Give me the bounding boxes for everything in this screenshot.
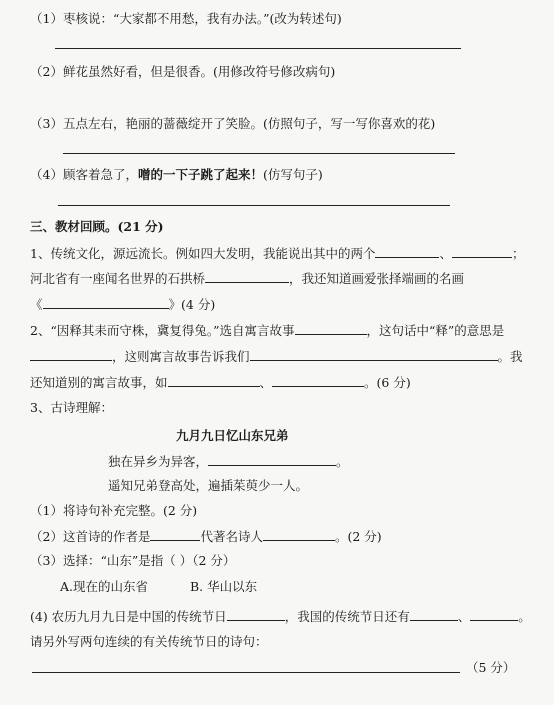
section-3-title: 三、教材回顾。(21 分) (30, 219, 164, 234)
sub-question-2-text-b: 代著名诗人 (200, 529, 263, 544)
question-2 (30, 64, 335, 80)
item-2-separator: 、 (259, 375, 273, 390)
poem-line-1 (108, 453, 349, 470)
sub-question-4-text-b: ，我国的传统节日还有 (284, 609, 410, 624)
item-2-line-1 (30, 322, 504, 339)
answer-line-4[interactable] (58, 205, 450, 206)
item-1-line-2 (30, 270, 464, 287)
item-2-text-a: 2、“因释其耒而守株，冀复得兔。”选自寓言故事 (30, 323, 295, 338)
sub-question-2-blank-1[interactable] (150, 528, 200, 541)
question-2-number: （2） (30, 64, 63, 79)
item-1-end: ； (511, 246, 525, 261)
sub-question-4-end: 。 (518, 609, 531, 624)
sub-question-4 (30, 608, 531, 625)
sub-question-4-line-2: 请另外写两句连续的有关传统节日的诗句： (30, 634, 268, 649)
question-1-number: （1） (30, 11, 63, 26)
item-2-text-b: ，这句话中“释”的意思是 (366, 323, 505, 338)
item-1-separator: 、 (439, 246, 452, 261)
question-4-text-b: 噌的一下子跳了起来！ (137, 167, 263, 182)
answer-line-1[interactable] (55, 48, 461, 49)
question-4 (30, 167, 323, 183)
item-2-line-3 (30, 374, 411, 391)
poem-line-1-end: 。 (336, 454, 349, 469)
sub-question-4-blank-1[interactable] (227, 608, 285, 621)
question-3-number: （3） (30, 116, 63, 131)
item-2-blank-1[interactable] (295, 322, 367, 335)
item-2-blank-4[interactable] (168, 374, 260, 387)
question-2-text: 鲜花虽然好看，但是很香。(用修改符号修改病句) (62, 64, 336, 79)
item-2-text-c-end: 。我 (497, 349, 523, 364)
sub-question-4-separator: 、 (457, 609, 471, 624)
question-1 (30, 11, 342, 27)
item-1-text-a: 1、传统文化，源远流长。例如四大发明，我能说出其中的两个 (30, 246, 376, 261)
sub-question-2-blank-2[interactable] (263, 528, 335, 541)
option-a[interactable]: A.现在的山东省 (60, 579, 149, 594)
poem-blank[interactable] (208, 453, 336, 466)
question-1-text: 枣核说：“大家都不用愁，我有办法。”(改为转述句) (62, 11, 342, 26)
sub-question-1: （1）将诗句补充完整。(2 分) (30, 503, 198, 518)
item-1-bracket-close: 》(4 分) (168, 297, 216, 312)
poem-line-2: 遥知兄弟登高处，遍插茱萸少一人。 (108, 478, 309, 493)
sub-question-2-text-c: 。(2 分) (334, 529, 382, 544)
item-1-blank-2[interactable] (452, 245, 512, 258)
sub-question-3: （3）选择：“山东”是指（ ）（2 分） (30, 553, 236, 568)
poem-title: 九月九日忆山东兄弟 (176, 428, 289, 443)
item-1-text-c: ，我还知道画爱张择端画的名画 (289, 271, 465, 286)
answer-line-3[interactable] (63, 153, 455, 154)
sub-question-2 (30, 528, 382, 545)
question-4-text-c: (仿写句子) (262, 167, 323, 182)
item-2-text-d-end: 。(6 分) (364, 375, 411, 390)
item-1-line-1 (30, 245, 525, 262)
item-1-line-3 (30, 296, 215, 313)
item-3-label: 3、古诗理解： (30, 400, 113, 415)
option-b[interactable]: B. 华山以东 (190, 579, 258, 594)
question-4-text-a: 顾客着急了， (62, 167, 138, 182)
item-2-blank-2[interactable] (30, 348, 112, 361)
sub-question-2-text-a: （2）这首诗的作者是 (30, 529, 151, 544)
question-3-text: 五点左右，艳丽的蔷薇绽开了笑脸。(仿照句子，写一写你喜欢的花) (62, 116, 436, 131)
sub-question-4-text-a: (4) 农历九月九日是中国的传统节日 (30, 609, 227, 624)
item-2-line-2 (30, 348, 523, 365)
sub-question-4-blank-3[interactable] (470, 608, 518, 621)
item-1-blank-4[interactable] (43, 296, 169, 309)
item-2-text-c: ，这则寓言故事告诉我们 (112, 349, 250, 364)
question-4-number: （4） (30, 167, 63, 182)
sub-question-4-blank-2[interactable] (410, 608, 458, 621)
answer-line-poem[interactable] (32, 672, 460, 673)
item-2-blank-3[interactable] (250, 348, 498, 361)
poem-line-1-text: 独在异乡为异客， (108, 454, 209, 469)
item-1-text-b: 河北省有一座闻名世界的石拱桥 (30, 271, 206, 286)
item-1-bracket-open: 《 (30, 297, 43, 312)
item-1-blank-3[interactable] (205, 270, 289, 283)
item-1-blank-1[interactable] (375, 245, 439, 258)
question-3 (30, 116, 435, 132)
item-2-text-d: 还知道别的寓言故事，如 (30, 375, 168, 390)
item-2-blank-5[interactable] (272, 374, 364, 387)
sub-question-4-score: （5 分） (466, 660, 516, 675)
